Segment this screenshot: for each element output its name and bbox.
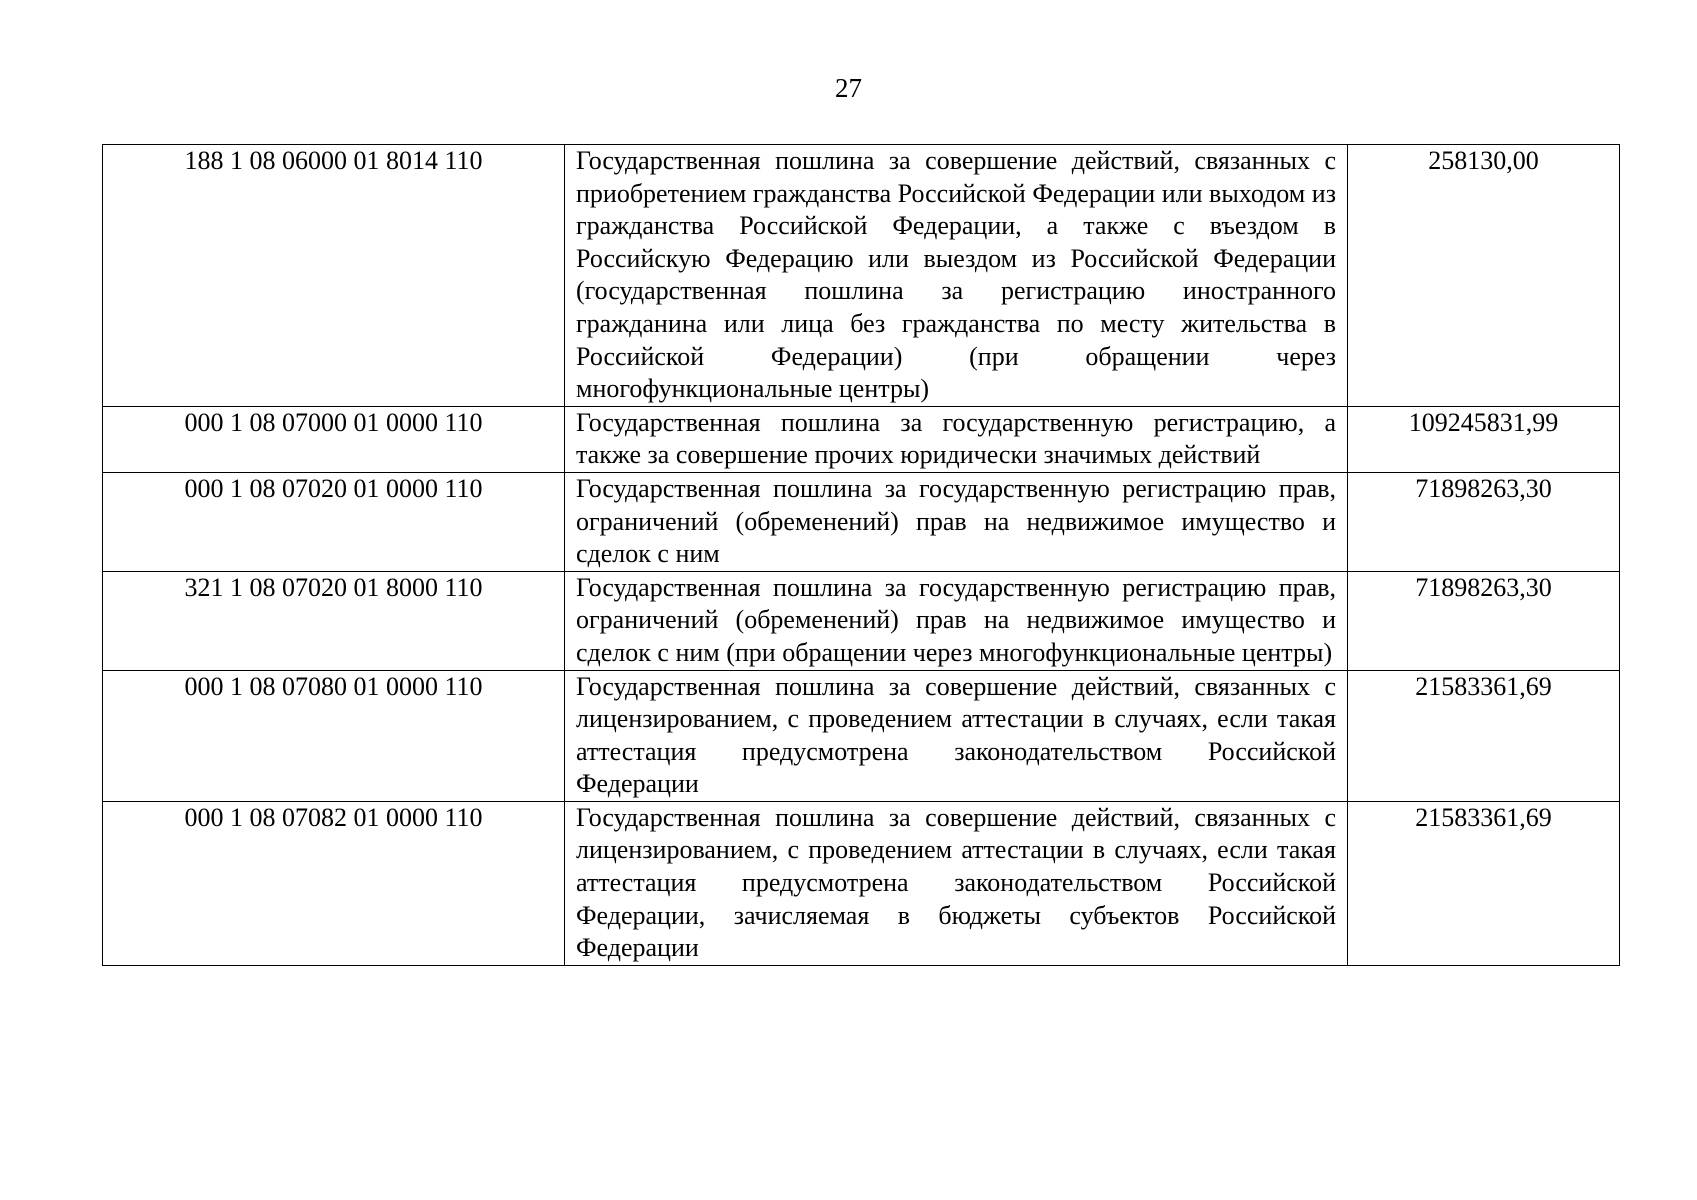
description-cell: Государственная пошлина за государственную регистрацию прав, ограничений (обременений) прав на недвижимое имущество и сделок с ним [565, 472, 1348, 571]
table-row [103, 801, 1620, 965]
amount-cell: 258130,00 [1348, 145, 1620, 407]
page-number: 27 [835, 73, 862, 103]
budget-code-cell: 000 1 08 07082 01 0000 110 [103, 801, 565, 965]
amount-cell: 71898263,30 [1348, 571, 1620, 670]
description-cell: Государственная пошлина за государственную регистрацию прав, ограничений (обременений) прав на недвижимое имущество и сделок с ним (при обращении через многофункциональные центры) [565, 571, 1348, 670]
table-row [103, 472, 1620, 571]
amount-cell: 21583361,69 [1348, 670, 1620, 801]
budget-revenue-table [102, 144, 1620, 966]
amount-cell: 21583361,69 [1348, 801, 1620, 965]
table-row [103, 406, 1620, 472]
budget-code-cell: 188 1 08 06000 01 8014 110 [103, 145, 565, 407]
amount-cell: 109245831,99 [1348, 406, 1620, 472]
description-cell: Государственная пошлина за совершение действий, связанных с лицензированием, с проведением аттестации в случаях, если такая аттестация предусмотрена законодательством Российской Федерации [565, 670, 1348, 801]
amount-cell: 71898263,30 [1348, 472, 1620, 571]
budget-code-cell: 000 1 08 07000 01 0000 110 [103, 406, 565, 472]
description-cell: Государственная пошлина за совершение действий, связанных с приобретением гражданства Российской Федерации или выходом из гражданства Российской Федерации, а также с въездом в Российскую Федерацию или выездом из Российской Федерации (государственная пошлина за регистрацию иностранного гражданина или лица без гражданства по месту жительства в Российской Федерации) (при обращении через многофункциональные центры) [565, 145, 1348, 407]
description-cell: Государственная пошлина за государственную регистрацию, а также за совершение прочих юридически значимых действий [565, 406, 1348, 472]
table-row [103, 670, 1620, 801]
budget-code-cell: 000 1 08 07080 01 0000 110 [103, 670, 565, 801]
table-row [103, 145, 1620, 407]
description-cell: Государственная пошлина за совершение действий, связанных с лицензированием, с проведением аттестации в случаях, если такая аттестация предусмотрена законодательством Российской Федерации, зачисляемая в бюджеты субъектов Российской Федерации [565, 801, 1348, 965]
budget-code-cell: 000 1 08 07020 01 0000 110 [103, 472, 565, 571]
table-row [103, 571, 1620, 670]
budget-code-cell: 321 1 08 07020 01 8000 110 [103, 571, 565, 670]
